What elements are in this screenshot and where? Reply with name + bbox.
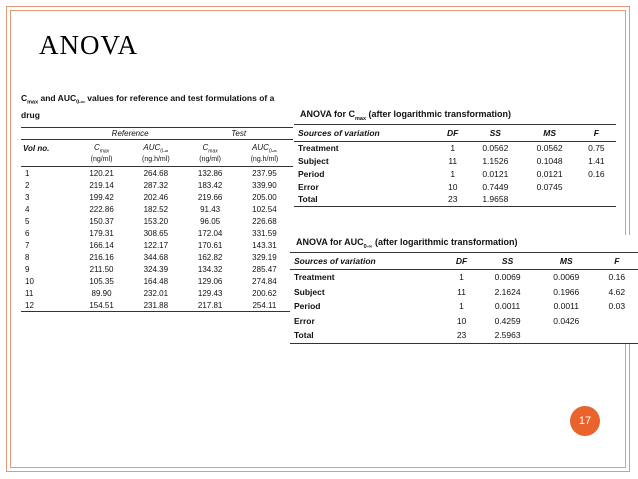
column-header: F <box>596 252 638 269</box>
anova-row <box>294 180 616 193</box>
table-cell: 1 <box>450 168 456 179</box>
table-cell: 285.47 <box>252 264 277 274</box>
table-cell: Treatment <box>298 143 339 154</box>
table-cell: 2.1624 <box>494 286 521 297</box>
table-cell: 287.32 <box>143 180 169 190</box>
table-cell: 120.21 <box>89 168 114 178</box>
table-cell: 0.16 <box>608 272 626 283</box>
anova-auc-panel <box>290 235 638 344</box>
table-cell: 10 <box>447 181 458 192</box>
slide-title: ANOVA <box>39 30 139 60</box>
table-row <box>21 299 293 312</box>
table-cell <box>537 328 596 343</box>
table-row <box>21 227 293 239</box>
table-cell: 0.0069 <box>553 272 580 283</box>
table-cell: 231.88 <box>127 299 184 312</box>
table-cell: 0.1048 <box>536 155 563 166</box>
table-cell <box>596 314 638 329</box>
table-cell: 0.0069 <box>494 272 521 283</box>
table-cell: 3 <box>25 192 30 202</box>
table-row <box>21 263 293 275</box>
table-cell: 164.48 <box>143 276 169 286</box>
table-cell: Subject <box>294 286 325 297</box>
table-cell: 10 <box>25 276 34 286</box>
anova-cmax-table <box>294 124 616 207</box>
table-cell <box>596 328 638 343</box>
table-cell: 182.52 <box>143 204 169 214</box>
table-cell: 23 <box>437 193 468 206</box>
anova-row <box>294 193 616 206</box>
table-cell: 226.68 <box>252 216 277 226</box>
table-cell: 202.46 <box>143 192 169 202</box>
table-cell: 1.9658 <box>468 193 522 206</box>
table-cell: 11 <box>25 288 34 298</box>
col-header-cmax-test: $C_{max}$ <box>202 142 218 155</box>
table-cell: 1 <box>459 301 464 312</box>
table-cell: 308.65 <box>143 228 169 238</box>
column-header: F <box>577 124 616 141</box>
table-cell: 264.68 <box>143 168 169 178</box>
table-cell: 105.35 <box>89 276 114 286</box>
column-header: Sources of variation <box>290 252 445 269</box>
reference-test-table-block <box>21 92 293 312</box>
table-cell: 2.5963 <box>478 328 537 343</box>
table-cell: 1 <box>459 272 464 283</box>
table-cell: 5 <box>25 216 30 226</box>
table-cell: 331.59 <box>252 228 277 238</box>
table-cell: 4 <box>25 204 30 214</box>
anova-row <box>290 299 638 314</box>
table-cell: 129.43 <box>197 288 223 298</box>
table-cell: 154.51 <box>76 299 127 312</box>
table-cell: Period <box>298 168 325 179</box>
table-cell <box>522 193 576 206</box>
table-row <box>21 251 293 263</box>
unit-cmax-ref: (ng/ml) <box>76 155 127 167</box>
table-row <box>21 275 293 287</box>
table-cell: 0.7449 <box>482 181 509 192</box>
table-cell: 2 <box>25 180 30 190</box>
anova-auc-title: ANOVA for $AUC_{0-\infty}$ (after logarithmic transformation) <box>296 237 518 250</box>
table-cell: 216.16 <box>89 252 114 262</box>
table-cell: 12 <box>21 299 76 312</box>
table-cell: 232.01 <box>143 288 169 298</box>
page-number-badge: 17 <box>570 406 600 436</box>
table-cell: 205.00 <box>252 192 277 202</box>
table-cell: 217.81 <box>184 299 235 312</box>
table-cell: 0.75 <box>588 143 605 154</box>
table-cell: 0.16 <box>588 168 605 179</box>
anova-row <box>290 284 638 299</box>
col-header-auc-ref: $AUC_{0-\infty}$ <box>143 142 169 155</box>
anova-row <box>294 167 616 180</box>
table-row <box>21 191 293 203</box>
table-cell: 0.0745 <box>536 181 563 192</box>
table-row <box>21 179 293 191</box>
table-cell: 153.20 <box>143 216 169 226</box>
table-cell: Error <box>294 315 315 326</box>
table-cell: 0.4259 <box>494 315 521 326</box>
table-cell <box>577 180 616 193</box>
table-cell: 166.14 <box>89 240 114 250</box>
table-cell: 219.14 <box>89 180 114 190</box>
anova-row <box>290 314 638 329</box>
column-header: MS <box>537 252 596 269</box>
table-cell: 122.17 <box>143 240 169 250</box>
table-cell: 199.42 <box>89 192 114 202</box>
table-cell <box>577 193 616 206</box>
table-cell: 0.0426 <box>553 315 580 326</box>
unit-cmax-test: (ng/ml) <box>184 155 235 167</box>
table-cell: 339.90 <box>252 180 277 190</box>
table-cell: 150.37 <box>89 216 114 226</box>
table-cell: 329.19 <box>252 252 277 262</box>
table-cell: 11 <box>457 286 466 297</box>
table-cell: 23 <box>445 328 478 343</box>
table-cell: 0.0011 <box>494 301 521 312</box>
table-cell: 274.84 <box>252 276 277 286</box>
table-cell: Total <box>290 328 445 343</box>
anova-auc-table <box>290 252 638 344</box>
column-header: MS <box>522 124 576 141</box>
table-cell: 222.86 <box>89 204 114 214</box>
column-header: SS <box>478 252 537 269</box>
table-cell: 237.95 <box>252 168 277 178</box>
table-cell: 0.0121 <box>536 168 563 179</box>
table-caption: $C_{max}$ and $AUC_{0-\infty}$ values for reference and test formulations of a drug <box>21 93 275 120</box>
table-cell: 134.32 <box>197 264 223 274</box>
column-header: Sources of variation <box>294 124 437 141</box>
table-cell: 0.0562 <box>536 143 563 154</box>
table-cell: 129.06 <box>197 276 223 286</box>
anova-row <box>290 328 638 343</box>
table-cell: Subject <box>298 155 329 166</box>
table-cell: 7 <box>25 240 30 250</box>
col-header-cmax-ref: $C_{max}$ <box>93 142 110 155</box>
table-cell: 1.41 <box>588 155 605 166</box>
table-cell: 1 <box>450 143 456 154</box>
table-cell: 0.03 <box>608 301 626 312</box>
anova-row <box>290 269 638 284</box>
table-row <box>21 215 293 227</box>
table-row <box>21 287 293 299</box>
table-cell: 179.31 <box>89 228 114 238</box>
table-cell: 96.05 <box>200 216 221 226</box>
col-header-vol: Vol no. <box>23 143 50 153</box>
table-cell: 6 <box>25 228 30 238</box>
table-cell: 183.42 <box>197 180 223 190</box>
table-cell: 1 <box>25 168 30 178</box>
table-cell: 8 <box>25 252 30 262</box>
table-cell: 200.62 <box>252 288 277 298</box>
anova-row <box>294 155 616 168</box>
table-cell: 219.66 <box>197 192 223 202</box>
table-row <box>21 239 293 251</box>
table-cell: Treatment <box>294 272 335 283</box>
table-cell: 324.39 <box>143 264 169 274</box>
column-header: DF <box>445 252 478 269</box>
unit-auc-test: (ng.h/ml) <box>236 155 293 167</box>
table-cell: Total <box>294 193 437 206</box>
anova-row <box>294 141 616 154</box>
table-cell: 11 <box>448 155 458 166</box>
table-cell: 132.86 <box>197 168 223 178</box>
table-cell: 10 <box>456 315 467 326</box>
group-header-reference: Reference <box>76 127 185 139</box>
table-cell: 102.54 <box>252 204 277 214</box>
table-cell: Period <box>294 301 321 312</box>
table-cell: 172.04 <box>197 228 223 238</box>
table-row <box>21 203 293 215</box>
table-cell: 1.1526 <box>482 155 509 166</box>
column-header: SS <box>468 124 522 141</box>
table-cell: 9 <box>25 264 30 274</box>
unit-auc-ref: (ng.h/ml) <box>127 155 184 167</box>
table-cell: 91.43 <box>200 204 221 214</box>
table-cell: 0.1966 <box>553 286 580 297</box>
anova-cmax-title: ANOVA for $C_{max}$ (after logarithmic transformation) <box>300 109 512 122</box>
group-header-test: Test <box>184 127 293 139</box>
table-cell: 0.0562 <box>482 143 509 154</box>
column-header: DF <box>437 124 468 141</box>
table-cell: 254.11 <box>236 299 293 312</box>
table-cell: 143.31 <box>252 240 277 250</box>
table-cell: 89.90 <box>91 288 112 298</box>
table-cell: 0.0011 <box>553 301 579 312</box>
table-row <box>21 167 293 180</box>
table-cell: 162.82 <box>197 252 223 262</box>
table-cell: 211.50 <box>89 264 114 274</box>
anova-cmax-panel <box>294 107 616 207</box>
table-cell: Error <box>298 181 319 192</box>
table-cell: 344.68 <box>143 252 169 262</box>
table-cell: 4.62 <box>608 286 626 297</box>
reference-test-table <box>21 127 293 313</box>
table-cell: 170.61 <box>197 240 223 250</box>
table-cell: 0.0121 <box>482 168 509 179</box>
col-header-auc-test: $AUC_{0-\infty}$ <box>251 142 277 155</box>
